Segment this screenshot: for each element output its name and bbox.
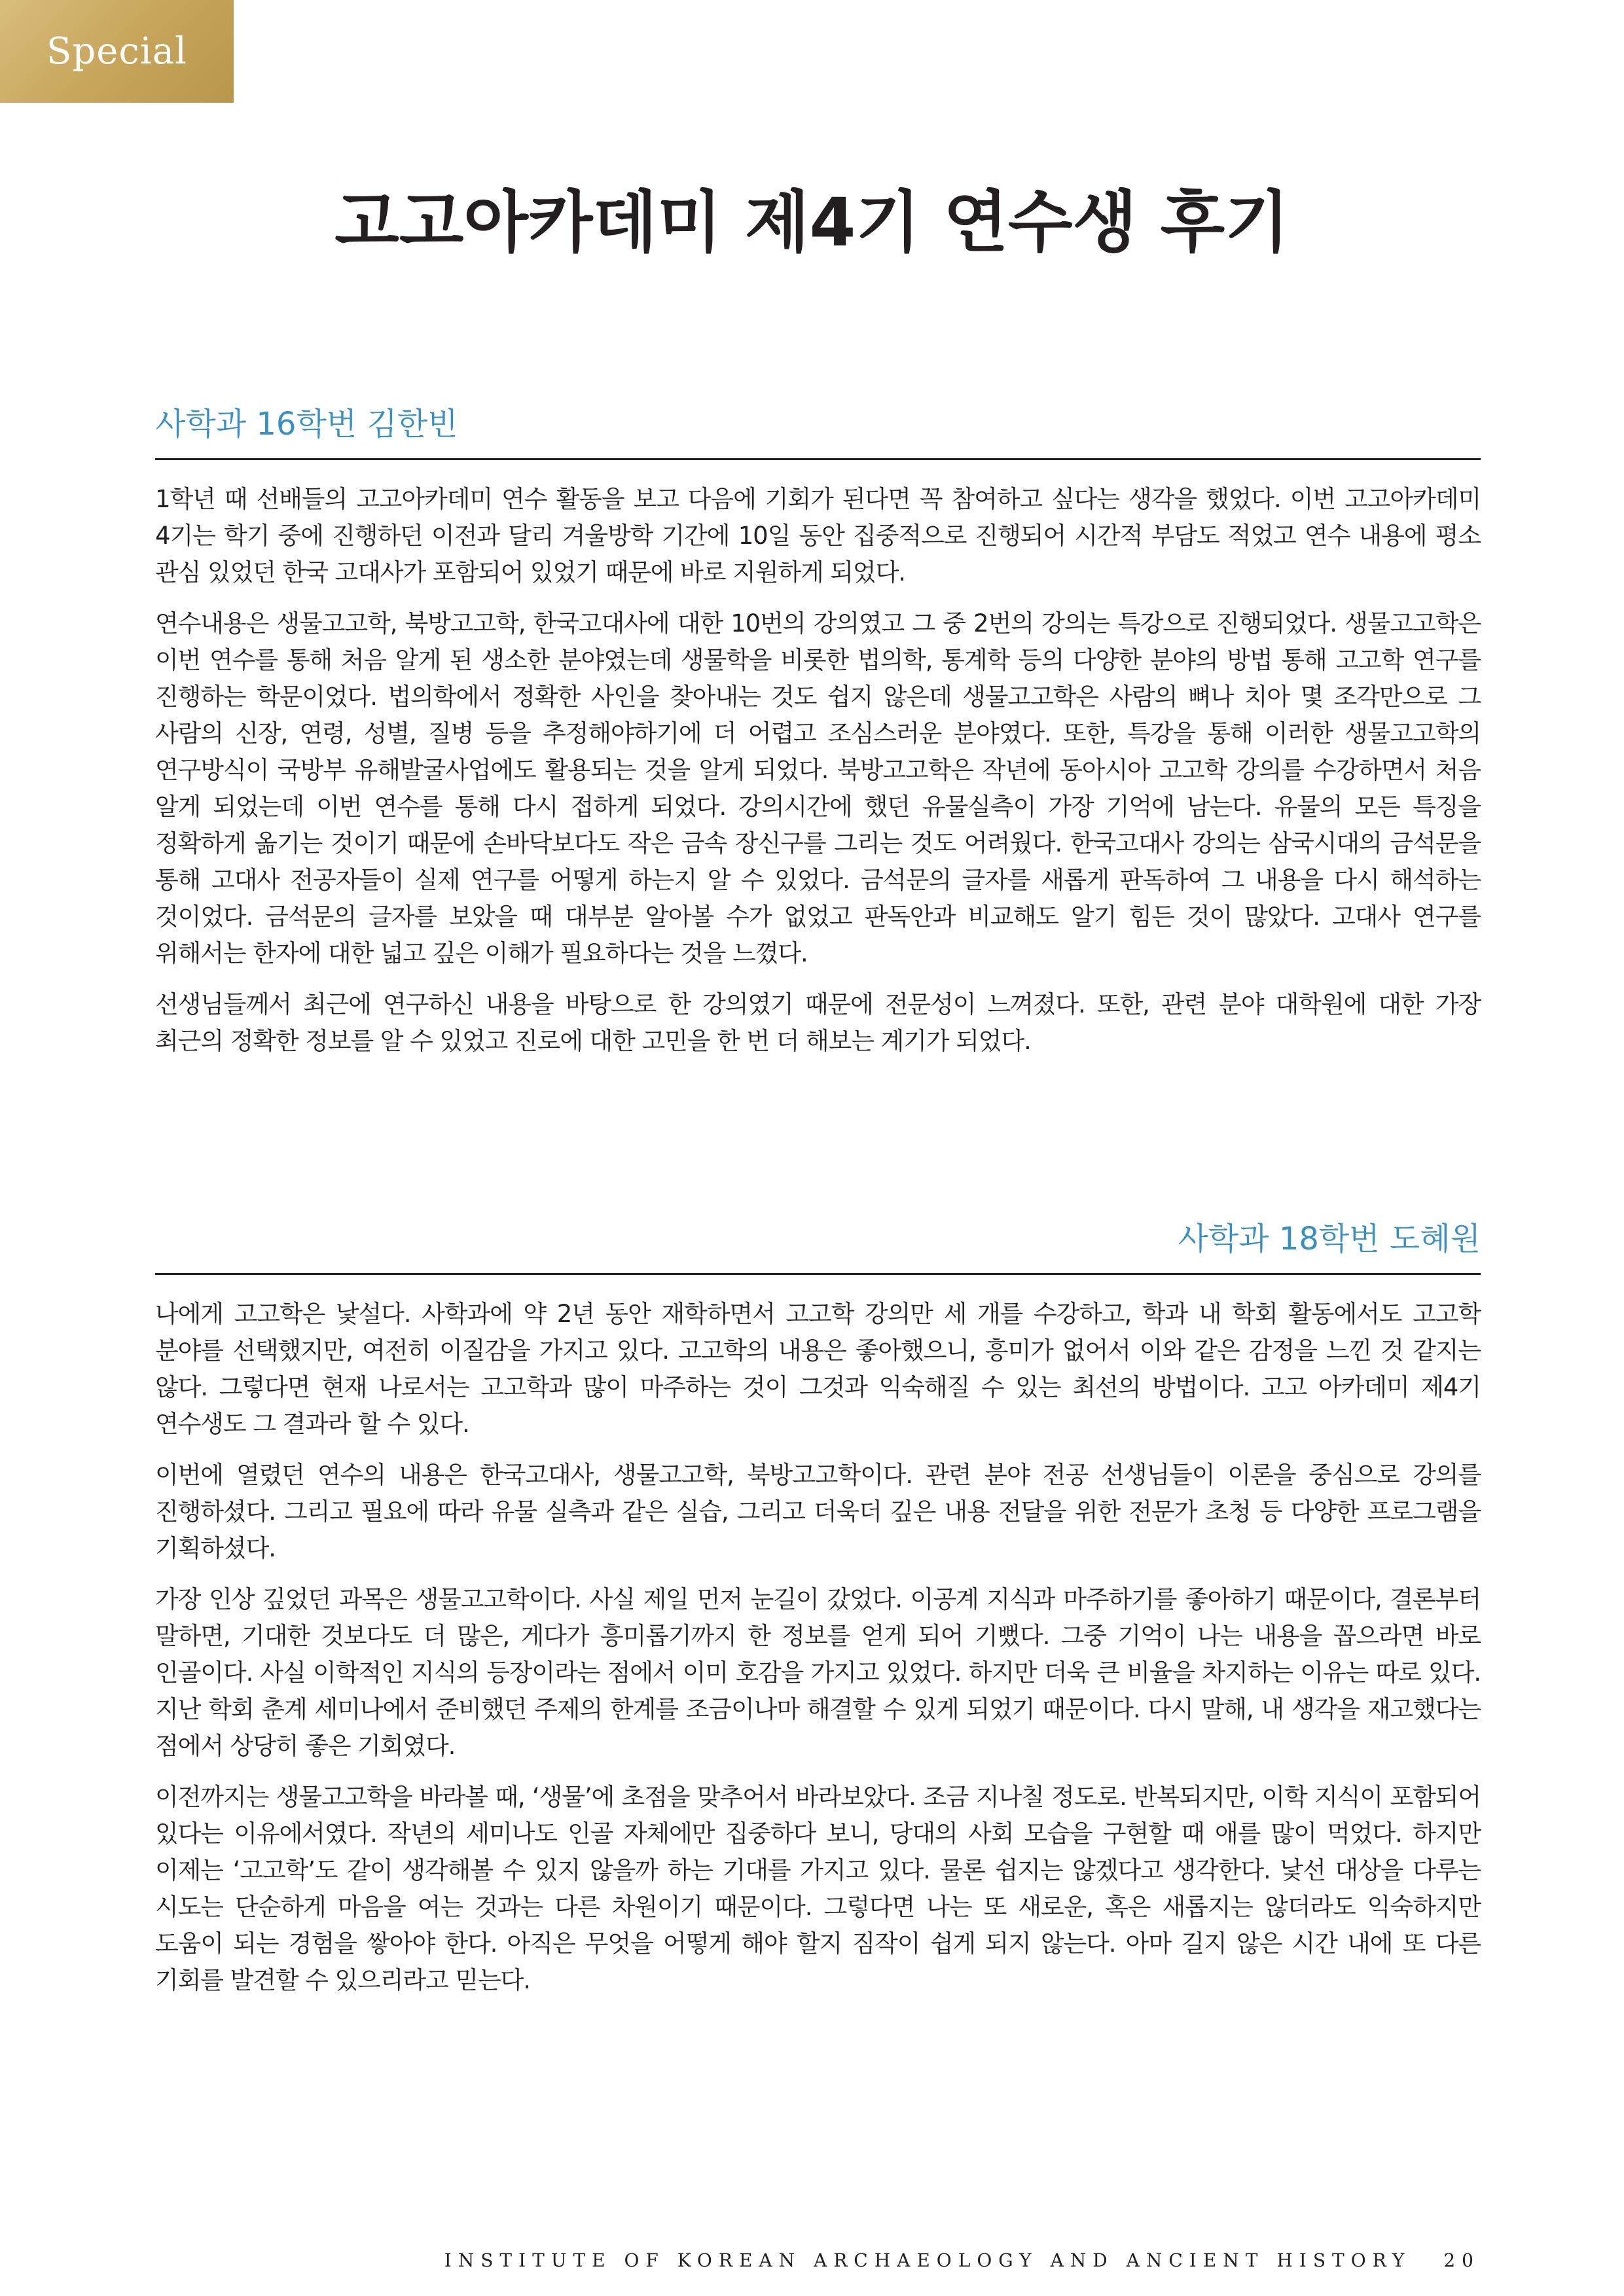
paragraph: 나에게 고고학은 낯설다. 사학과에 약 2년 동안 재학하면서 고고학 강의만 세 개를 수강하고, 학과 내 학회 활동에서도 고고학 분야를 선택했지만, 여전히 이질감을 가지고 있다. 고고학의 내용은 좋아했으니, 흥미가 없어서 이와 같은 감정을 느낀 것 같지는 않다. 그렇다면 현재 나로서는 고고학과 많이 마주하는 것이 그것과 익숙해질 수 있는 최선의 방법이다. 고고 아카데미 제4기 연수생도 그 결과라 할 수 있다. [155, 1299, 1481, 1438]
review-section-2 [155, 1221, 1481, 2013]
author-name: 사학과 16학번 김한빈 [155, 406, 458, 442]
page-number: 20 [1443, 2250, 1480, 2271]
paragraph: 1학년 때 선배들의 고고아카데미 연수 활동을 보고 다음에 기회가 된다면 꼭 참여하고 싶다는 생각을 했었다. 이번 고고아카데미 4기는 학기 중에 진행하던 이전과 달리 겨울방학 기간에 10일 동안 집중적으로 진행되어 시간적 부담도 적었고 연수 내용에 평소 관심 있었던 한국 고대사가 포함되어 있었기 때문에 바로 지원하게 되었다. [155, 484, 1481, 586]
paragraph: 이전까지는 생물고고학을 바라볼 때, ‘생물’에 초점을 맞추어서 바라보았다. 조금 지나칠 정도로. 반복되지만, 이학 지식이 포함되어 있다는 이유에서였다. 작년의 세미나도 인골 자체에만 집중하다 보니, 당대의 사회 모습을 구현할 때 애를 많이 먹었다. 하지만 이제는 ‘고고학’도 같이 생각해볼 수 있지 않을까 하는 기대를 가지고 있다. 물론 쉽지는 않겠다고 생각한다. 낯선 대상을 다루는 시도는 단순하게 마음을 여는 것과는 다른 차원이기 때문이다. 그렇다면 나는 또 새로운, 혹은 새롭지는 않더라도 익숙하지만 도움이 되는 경험을 쌓아야 한다. 아직은 무엇을 어떻게 해야 할지 짐작이 쉽게 되지 않는다. 아마 길지 않은 시간 내에 또 다른 기회를 발견할 수 있으리라고 믿는다. [155, 1782, 1481, 1994]
institute-name: INSTITUTE OF KOREAN ARCHAEOLOGY AND ANCIENT HISTORY [444, 2250, 1411, 2271]
paragraph: 연수내용은 생물고고학, 북방고고학, 한국고대사에 대한 10번의 강의였고 그 중 2번의 강의는 특강으로 진행되었다. 생물고고학은 이번 연수를 통해 처음 알게 된 생소한 분야였는데 생물학을 비롯한 법의학, 통계학 등의 다양한 분야의 방법 통해 고고학 연구를 진행하는 학문이었다. 법의학에서 정확한 사인을 찾아내는 것도 쉽지 않은데 생물고고학은 사람의 뼈나 치아 몇 조각만으로 그 사람의 신장, 연령, 성별, 질병 등을 추정해야하기에 더 어렵고 조심스러운 분야였다. 또한, 특강을 통해 이러한 생물고고학의 연구방식이 국방부 유해발굴사업에도 활용되는 것을 알게 되었다. 북방고고학은 작년에 동아시아 고고학 강의를 수강하면서 처음 알게 되었는데 이번 연수를 통해 다시 접하게 되었다. 강의시간에 했던 유물실측이 가장 기억에 남는다. 유물의 모든 특징을 정확하게 옮기는 것이기 때문에 손바닥보다도 작은 금속 장신구를 그리는 것도 어려웠다. 한국고대사 강의는 삼국시대의 금석문을 통해 고대사 전공자들이 실제 연구를 어떻게 하는지 알 수 있었다. 금석문의 글자를 새롭게 판독하여 그 내용을 다시 해석하는 것이었다. 금석문의 글자를 보았을 때 대부분 알아볼 수가 없었고 판독안과 비교해도 알기 힘든 것이 많았다. 고대사 연구를 위해서는 한자에 대한 넓고 깊은 이해가 필요하다는 것을 느꼈다. [155, 609, 1481, 967]
paragraph: 이번에 열렸던 연수의 내용은 한국고대사, 생물고고학, 북방고고학이다. 관련 분야 전공 선생님들이 이론을 중심으로 강의를 진행하셨다. 그리고 필요에 따라 유물 실측과 같은 실습, 그리고 더욱더 깊은 내용 전달을 위한 전문가 초청 등 다양한 프로그램을 기획하셨다. [155, 1460, 1481, 1562]
page-title: 고고아카데미 제4기 연수생 후기 [334, 184, 1290, 262]
divider [155, 458, 1481, 460]
review-section-1 [155, 406, 1481, 1074]
badge-label: Special [46, 30, 187, 73]
section-badge [0, 0, 234, 103]
author-name: 사학과 18학번 도혜원 [1178, 1221, 1481, 1257]
divider [155, 1273, 1481, 1275]
paragraph: 가장 인상 깊었던 과목은 생물고고학이다. 사실 제일 먼저 눈길이 갔었다. 이공계 지식과 마주하기를 좋아하기 때문이다, 결론부터 말하면, 기대한 것보다도 더 많은, 게다가 흥미롭기까지 한 정보를 얻게 되어 기뻤다. 그중 기억이 나는 내용을 꼽으라면 바로 인골이다. 사실 이학적인 지식의 등장이라는 점에서 이미 호감을 가지고 있었다. 하지만 더욱 큰 비율을 차지하는 이유는 따로 있다. 지난 학회 춘계 세미나에서 준비했던 주제의 한계를 조금이나마 해결할 수 있게 되었기 때문이다. 다시 말해, 내 생각을 재고했다는 점에서 상당히 좋은 기회였다. [155, 1585, 1481, 1760]
page-footer [444, 2250, 1480, 2271]
paragraph: 선생님들께서 최근에 연구하신 내용을 바탕으로 한 강의였기 때문에 전문성이 느껴졌다. 또한, 관련 분야 대학원에 대한 가장 최근의 정확한 정보를 알 수 있었고 진로에 대한 고민을 한 번 더 해보는 계기가 되었다. [155, 990, 1481, 1055]
